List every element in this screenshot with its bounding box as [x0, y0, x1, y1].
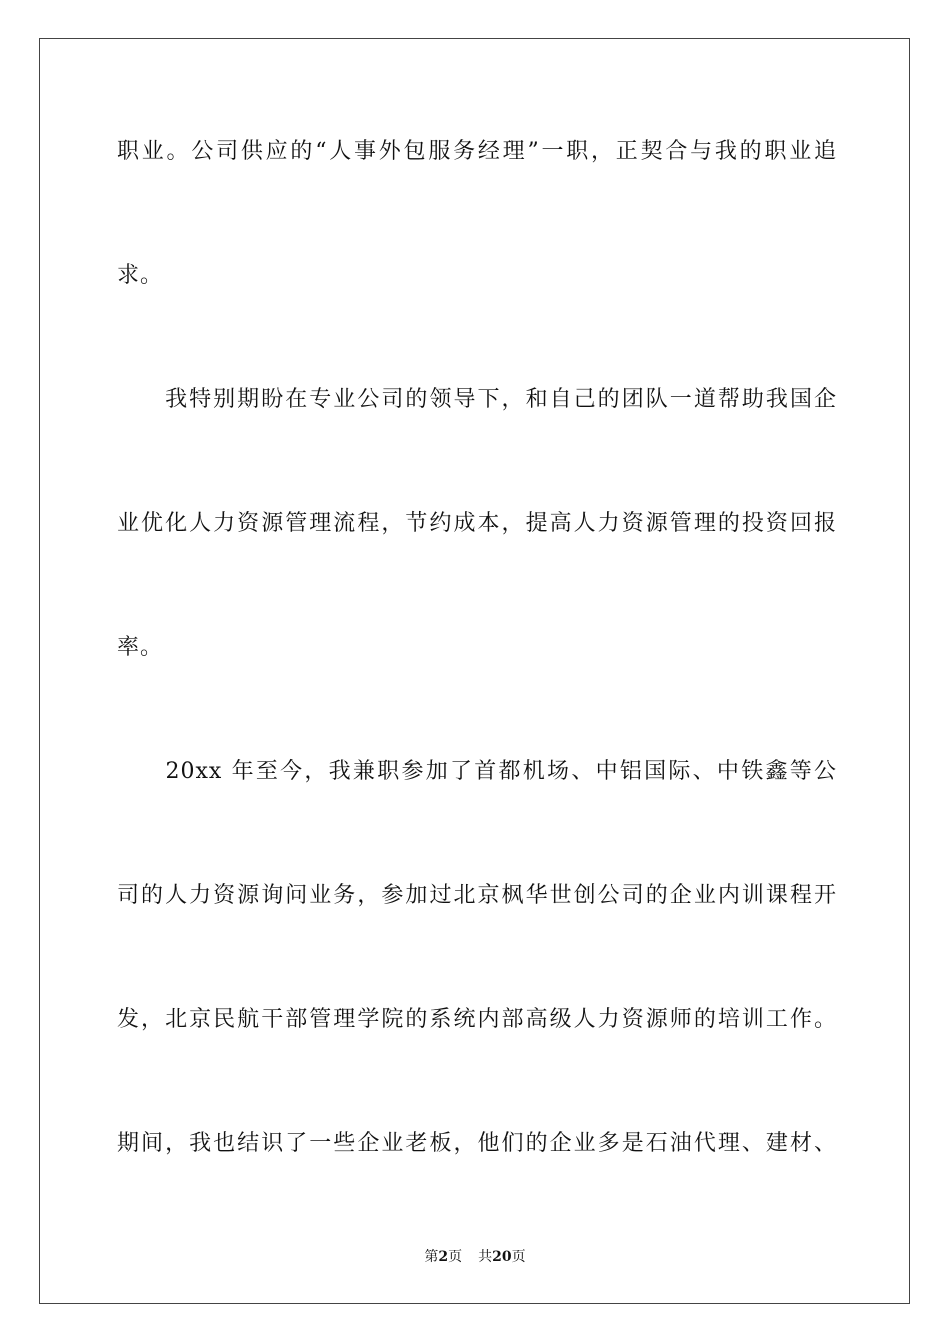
paragraph-line-5: 率。	[117, 635, 164, 660]
footer-page-suffix: 页	[448, 1249, 463, 1265]
footer-total-pages: 20	[492, 1249, 512, 1265]
paragraph-line-9: 期间，我也结识了一些企业老板，他们的企业多是石油代理、建材、	[117, 1131, 837, 1156]
footer-page-number: 2	[438, 1249, 449, 1265]
paragraph-line-7: 司的人力资源询问业务，参加过北京枫华世创公司的企业内训课程开	[117, 883, 837, 908]
paragraph-line-6: 20xx 年至今，我兼职参加了首都机场、中铝国际、中铁鑫等公	[117, 759, 837, 784]
paragraph-line-2: 求。	[117, 263, 164, 288]
page-border	[39, 38, 910, 1304]
footer-total-suffix: 页	[511, 1249, 526, 1265]
footer-page-prefix: 第	[424, 1249, 439, 1265]
page-footer	[0, 1247, 950, 1267]
paragraph-line-4: 业优化人力资源管理流程，节约成本，提高人力资源管理的投资回报	[117, 511, 837, 536]
paragraph-line-3: 我特别期盼在专业公司的领导下，和自己的团队一道帮助我国企	[117, 387, 837, 412]
paragraph-line-8: 发，北京民航干部管理学院的系统内部高级人力资源师的培训工作。	[117, 1007, 837, 1032]
paragraph-line-1: 职业。公司供应的“人事外包服务经理”一职，正契合与我的职业追	[117, 139, 837, 164]
footer-total-prefix: 共	[478, 1249, 493, 1265]
